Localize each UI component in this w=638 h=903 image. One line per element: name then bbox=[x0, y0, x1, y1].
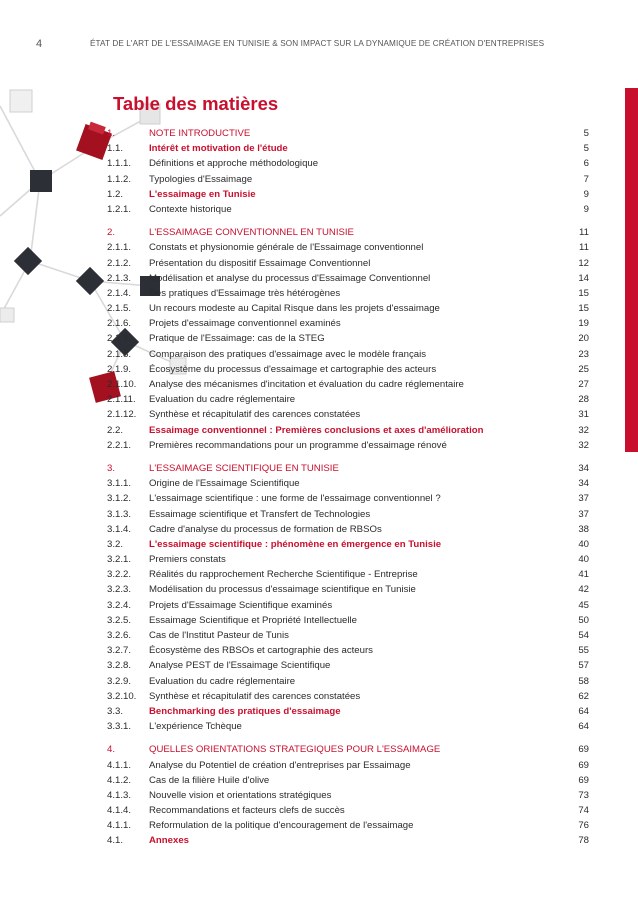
toc-entry[interactable] bbox=[107, 156, 589, 171]
toc-entry-number: 3.2.1. bbox=[107, 554, 132, 566]
toc-entry-page: 50 bbox=[578, 614, 589, 626]
toc-entry-page: 9 bbox=[583, 188, 589, 200]
toc-entry-number: 3.2.10. bbox=[107, 690, 137, 702]
toc-entry-title: Réalités du rapprochement Recherche Scientifique - Entreprise bbox=[149, 569, 418, 581]
toc-entry-title: Cas de l'Institut Pasteur de Tunis bbox=[149, 630, 289, 641]
red-edge-tab bbox=[625, 88, 638, 452]
toc-entry-page: 7 bbox=[583, 173, 589, 185]
toc-entry-title: Premiers constats bbox=[149, 554, 226, 566]
toc-entry-title: Origine de l'Essaimage Scientifique bbox=[149, 478, 300, 490]
toc-entry-title: Des pratiques d'Essaimage très hétérogènes bbox=[149, 287, 341, 299]
toc-entry[interactable] bbox=[107, 818, 589, 833]
toc-entry-title: L'essaimage scientifique : une forme de l'essaimage conventionnel ? bbox=[149, 493, 441, 505]
toc-entry-number: 2.1.7. bbox=[107, 333, 132, 345]
toc-entry-page: 19 bbox=[578, 318, 589, 330]
toc-entry-page: 37 bbox=[578, 508, 589, 520]
toc-entry[interactable] bbox=[107, 438, 589, 453]
toc-entry[interactable] bbox=[107, 582, 589, 597]
toc-entry[interactable] bbox=[107, 126, 589, 141]
running-header: ÉTAT DE L'ART DE L'ESSAIMAGE EN TUNISIE & SON IMPACT SUR LA DYNAMIQUE DE CRÉATION D'ENTREPRISES bbox=[90, 39, 545, 48]
toc-entry-title: L'ESSAIMAGE SCIENTIFIQUE EN TUNISIE bbox=[149, 462, 339, 474]
toc-entry-number: 3.1.1. bbox=[107, 478, 132, 490]
toc-entry-number: 4.1.3. bbox=[107, 789, 132, 801]
toc-entry-number: 3. bbox=[107, 462, 116, 474]
toc-entry-page: 31 bbox=[578, 409, 589, 421]
toc-entry-number: 2.1.8. bbox=[107, 348, 132, 360]
toc-entry-title: Premières recommandations pour un programme d'essaimage rénové bbox=[149, 439, 447, 451]
toc-entry-page: 11 bbox=[579, 227, 589, 239]
toc-entry[interactable] bbox=[107, 552, 589, 567]
toc-entry-title: Synthèse et récapitulatif des carences constatées bbox=[149, 409, 361, 421]
toc-entry-page: 11 bbox=[579, 242, 589, 254]
toc-entry-number: 2.1.10. bbox=[107, 379, 137, 390]
toc-entry-number: 1.2.1. bbox=[107, 203, 132, 215]
toc-entry-number: 4.1.1. bbox=[107, 759, 132, 771]
toc-entry-title: Essaimage Scientifique et Propriété Intellectuelle bbox=[149, 614, 357, 626]
toc-entry-title: Contexte historique bbox=[149, 203, 232, 215]
toc-entry-title: Un recours modeste au Capital Risque dans les projets d'essaimage bbox=[149, 303, 440, 315]
toc-entry-page: 57 bbox=[578, 660, 589, 672]
toc-entry-number: 2.1.3. bbox=[107, 272, 132, 284]
toc-entry[interactable] bbox=[107, 423, 589, 438]
toc-entry-title: NOTE INTRODUCTIVE bbox=[149, 128, 251, 139]
toc-entry-page: 78 bbox=[578, 835, 589, 847]
toc-entry-title: Pratique de l'Essaimage: cas de la STEG bbox=[149, 333, 325, 345]
toc-entry[interactable] bbox=[107, 141, 589, 156]
toc-entry-number: 3.3.1. bbox=[107, 721, 132, 733]
toc-entry-title: L'essaimage scientifique : phénomène en émergence en Tunisie bbox=[149, 538, 442, 550]
toc-entry-number: 3.1.3. bbox=[107, 508, 132, 520]
toc-entry-title: Synthèse et récapitulatif des carences constatées bbox=[149, 690, 361, 702]
toc-entry[interactable] bbox=[107, 567, 589, 582]
toc-entry-page: 54 bbox=[578, 630, 589, 641]
toc-entry-page: 5 bbox=[583, 143, 589, 155]
toc-entry[interactable] bbox=[107, 301, 589, 316]
toc-entry-page: 6 bbox=[583, 158, 589, 170]
toc-entry-title: Projets d'essaimage conventionnel examinés bbox=[149, 318, 341, 330]
toc-entry-number: 3.2.7. bbox=[107, 645, 132, 657]
toc-entry-page: 58 bbox=[578, 675, 589, 687]
toc-entry-page: 62 bbox=[578, 690, 589, 702]
toc-entry-title: Constats et physionomie générale de l'Essaimage conventionnel bbox=[149, 242, 424, 254]
toc-entry-number: 1.1. bbox=[107, 143, 124, 155]
toc-entry-number: 3.2.9. bbox=[107, 675, 132, 687]
toc-entry-number: 3.2.2. bbox=[107, 569, 132, 581]
toc-entry[interactable] bbox=[107, 407, 589, 422]
toc-heading: Table des matières bbox=[113, 93, 279, 114]
toc-entry-page: 41 bbox=[578, 569, 589, 581]
toc-entry-page: 69 bbox=[578, 744, 589, 756]
toc-entry-number: 3.2. bbox=[107, 538, 124, 550]
toc-entry-title: Modélisation et analyse du processus d'Essaimage Conventionnel bbox=[149, 272, 431, 284]
toc-entry-page: 76 bbox=[578, 820, 589, 832]
toc-entry[interactable] bbox=[107, 172, 589, 187]
page-number: 4 bbox=[36, 38, 43, 50]
toc-entry-page: 9 bbox=[583, 203, 589, 215]
toc-entry-title: Essaimage scientifique et Transfert de Technologies bbox=[149, 508, 371, 520]
toc-entry-number: 1.2. bbox=[107, 188, 124, 200]
toc-entry[interactable] bbox=[107, 225, 589, 240]
toc-entry-title: Analyse du Potentiel de création d'entreprises par Essaimage bbox=[149, 759, 411, 771]
toc-entry[interactable] bbox=[107, 347, 589, 362]
toc-entry-number: 2.1.11. bbox=[107, 394, 136, 406]
toc-entry-title: Evaluation du cadre réglementaire bbox=[149, 675, 296, 687]
toc-section bbox=[107, 225, 589, 453]
toc-entry-page: 74 bbox=[578, 805, 589, 817]
toc-entry-number: 3.2.8. bbox=[107, 660, 132, 672]
toc-entry-title: L'ESSAIMAGE CONVENTIONNEL EN TUNISIE bbox=[149, 227, 354, 239]
toc-entry-title: L'essaimage en Tunisie bbox=[149, 188, 256, 200]
toc-entry-number: 2.1.12. bbox=[107, 409, 137, 421]
toc-entry-number: 2.1.5. bbox=[107, 303, 132, 315]
toc-entry-page: 32 bbox=[578, 424, 589, 436]
toc-entry-page: 14 bbox=[578, 272, 589, 284]
toc-entry[interactable] bbox=[107, 202, 589, 217]
toc-entry-title: QUELLES ORIENTATIONS STRATEGIQUES POUR L'ESSAIMAGE bbox=[149, 744, 441, 756]
toc-entry[interactable] bbox=[107, 537, 589, 552]
toc-entry-number: 4.1.4. bbox=[107, 805, 132, 817]
toc-entry-title: Présentation du dispositif Essaimage Conventionnel bbox=[149, 257, 371, 269]
toc-section bbox=[107, 461, 589, 734]
toc-entry-page: 69 bbox=[578, 774, 589, 786]
toc-entry-title: Benchmarking des pratiques d'essaimage bbox=[149, 705, 341, 717]
toc-entry-title: Définitions et approche méthodologique bbox=[149, 158, 319, 170]
toc-entry-page: 45 bbox=[578, 599, 589, 611]
toc-entry-number: 2.2. bbox=[107, 424, 124, 436]
toc-entry[interactable] bbox=[107, 240, 589, 255]
toc-entry-title: Analyse des mécanismes d'incitation et évaluation du cadre réglementaire bbox=[149, 379, 464, 390]
toc-entry[interactable] bbox=[107, 598, 589, 613]
toc-entry-number: 3.2.6. bbox=[107, 630, 132, 641]
toc-entry-number: 3.1.4. bbox=[107, 523, 132, 535]
toc-entry-title: Cas de la filière Huile d'olive bbox=[149, 774, 270, 786]
toc-entry-number: 2.1.6. bbox=[107, 318, 132, 330]
toc-entry[interactable] bbox=[107, 476, 589, 491]
toc-entry-title: Comparaison des pratiques d'essaimage avec le modèle français bbox=[149, 348, 427, 360]
toc-entry-number: 2.1.2. bbox=[107, 257, 132, 269]
toc-entry[interactable] bbox=[107, 331, 589, 346]
toc-entry-title: Annexes bbox=[149, 835, 189, 847]
toc-entry-number: 3.2.4. bbox=[107, 599, 132, 611]
toc-entry-page: 69 bbox=[578, 759, 589, 771]
toc-entry[interactable] bbox=[107, 377, 589, 392]
toc-entry-title: L'expérience Tchèque bbox=[149, 721, 242, 733]
toc-entry-page: 37 bbox=[578, 493, 589, 505]
toc-entry-page: 27 bbox=[578, 379, 589, 390]
toc-entry-page: 20 bbox=[578, 333, 589, 345]
toc-entry-title: Typologies d'Essaimage bbox=[149, 173, 253, 185]
toc-entry[interactable] bbox=[107, 788, 589, 803]
toc-entry-title: Recommandations et facteurs clefs de succès bbox=[149, 805, 345, 817]
toc-entry[interactable] bbox=[107, 628, 589, 643]
toc-entry[interactable] bbox=[107, 758, 589, 773]
toc-entry-page: 64 bbox=[578, 705, 589, 717]
toc-entry-number: 4.1.1. bbox=[107, 820, 132, 832]
toc-entry[interactable] bbox=[107, 256, 589, 271]
toc-entry-title: Cadre d'analyse du processus de formation de RBSOs bbox=[149, 523, 382, 535]
toc-entry-number: 3.1.2. bbox=[107, 493, 132, 505]
toc-entry[interactable] bbox=[107, 316, 589, 331]
toc-entry-page: 34 bbox=[578, 462, 589, 474]
toc-section bbox=[107, 742, 589, 848]
toc-entry[interactable] bbox=[107, 803, 589, 818]
toc-entry-title: Projets d'Essaimage Scientifique examinés bbox=[149, 599, 333, 611]
toc-entry-number: 1. bbox=[107, 128, 116, 139]
toc-entry-page: 23 bbox=[578, 348, 589, 360]
toc-entry[interactable] bbox=[107, 187, 589, 202]
toc-entry-number: 2.1.1. bbox=[107, 242, 132, 254]
toc-entry-title: Écosystème des RBSOs et cartographie des acteurs bbox=[149, 645, 373, 657]
toc-entry-number: 3.2.5. bbox=[107, 614, 132, 626]
toc-entry[interactable] bbox=[107, 742, 589, 757]
toc-entry[interactable] bbox=[107, 271, 589, 286]
toc-entry-number: 3.3. bbox=[107, 705, 124, 717]
toc-entry[interactable] bbox=[107, 773, 589, 788]
toc-entry-number: 4.1. bbox=[107, 835, 124, 847]
toc-entry[interactable] bbox=[107, 833, 589, 848]
toc-entry-number: 2.1.4. bbox=[107, 287, 132, 299]
toc-entry-title: Evaluation du cadre réglementaire bbox=[149, 394, 296, 406]
toc-entry-number: 1.1.2. bbox=[107, 173, 132, 185]
toc-entry-page: 64 bbox=[578, 721, 589, 733]
toc-entry-page: 42 bbox=[578, 584, 589, 596]
toc-entry-page: 32 bbox=[578, 439, 589, 451]
toc-entry[interactable] bbox=[107, 507, 589, 522]
toc-entry-title: Écosystème du processus d'essaimage et cartographie des acteurs bbox=[149, 363, 437, 375]
toc-section bbox=[107, 126, 589, 217]
toc-entry-title: Essaimage conventionnel : Premières conclusions et axes d'amélioration bbox=[149, 424, 484, 436]
toc-entry[interactable] bbox=[107, 286, 589, 301]
toc-entry-page: 38 bbox=[578, 523, 589, 535]
toc-entry-number: 4.1.2. bbox=[107, 774, 132, 786]
toc-entry[interactable] bbox=[107, 689, 589, 704]
toc-entry[interactable] bbox=[107, 362, 589, 377]
toc-entry-number: 1.1.1. bbox=[107, 158, 132, 170]
toc-entry[interactable] bbox=[107, 643, 589, 658]
toc-entry-title: Reformulation de la politique d'encouragement de l'essaimage bbox=[149, 820, 414, 832]
toc-entry-page: 15 bbox=[578, 287, 589, 299]
toc-entry[interactable] bbox=[107, 491, 589, 506]
table-of-contents bbox=[107, 126, 589, 857]
toc-entry-page: 12 bbox=[578, 257, 589, 269]
toc-entry-page: 40 bbox=[578, 554, 589, 566]
toc-entry[interactable] bbox=[107, 704, 589, 719]
toc-entry-page: 25 bbox=[578, 363, 589, 375]
toc-entry-title: Modélisation du processus d'essaimage scientifique en Tunisie bbox=[149, 584, 416, 596]
toc-entry-title: Nouvelle vision et orientations stratégiques bbox=[149, 789, 332, 801]
toc-entry[interactable] bbox=[107, 522, 589, 537]
toc-entry[interactable] bbox=[107, 613, 589, 628]
toc-entry-page: 5 bbox=[583, 128, 589, 139]
toc-entry[interactable] bbox=[107, 392, 589, 407]
toc-entry-number: 2.1.9. bbox=[107, 363, 132, 375]
toc-entry-title: Analyse PEST de l'Essaimage Scientifique bbox=[149, 660, 331, 672]
toc-entry-number: 2. bbox=[107, 227, 116, 239]
toc-entry-page: 34 bbox=[578, 478, 589, 490]
toc-entry[interactable] bbox=[107, 719, 589, 734]
toc-entry-page: 55 bbox=[578, 645, 589, 657]
toc-entry-page: 73 bbox=[578, 789, 589, 801]
toc-entry[interactable] bbox=[107, 674, 589, 689]
toc-entry-page: 15 bbox=[578, 303, 589, 315]
toc-entry[interactable] bbox=[107, 658, 589, 673]
toc-entry-number: 2.2.1. bbox=[107, 439, 132, 451]
toc-entry[interactable] bbox=[107, 461, 589, 476]
toc-entry-number: 4. bbox=[107, 744, 116, 756]
toc-entry-number: 3.2.3. bbox=[107, 584, 132, 596]
toc-entry-page: 28 bbox=[578, 394, 589, 406]
toc-entry-title: Intérêt et motivation de l'étude bbox=[149, 143, 288, 155]
toc-entry-page: 40 bbox=[578, 538, 589, 550]
